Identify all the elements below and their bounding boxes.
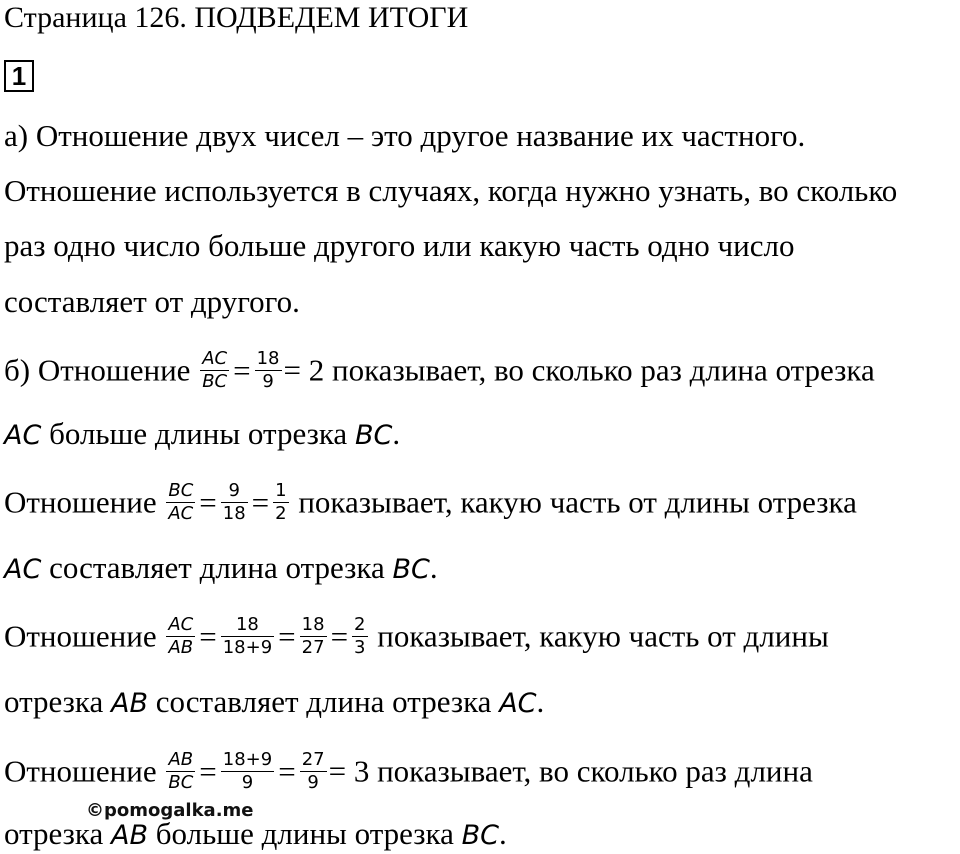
fraction-numerator: AB [168, 749, 194, 770]
fraction-numerator: BC [168, 480, 194, 501]
ratio-statement-3 [4, 614, 829, 662]
fraction-denominator: 27 [301, 637, 325, 658]
part-a-line-2: Отношение используется в случаях, когда нужно узнать, во сколько [4, 173, 898, 208]
statement-tail: показывает, какую часть от длины [369, 618, 829, 654]
fraction-ac-ab [166, 614, 195, 659]
equals-sign: = [199, 753, 217, 789]
fraction-numerator: 18 [256, 348, 280, 369]
fraction-2-3 [352, 614, 367, 659]
fraction-numerator: 27 [301, 749, 325, 770]
continued-text: отрезка [4, 816, 112, 851]
fraction-numerator: 9 [228, 480, 240, 501]
math-variable: AC [4, 420, 42, 451]
equals-sign: = [199, 484, 217, 520]
fraction-denominator: 9 [262, 371, 274, 392]
part-a-line-4: составляет от другого. [4, 284, 300, 319]
fraction-denominator: 2 [275, 503, 287, 524]
period: . [392, 416, 401, 451]
statement-prefix: Отношение [4, 484, 165, 520]
fraction-numerator: 1 [275, 480, 287, 501]
fraction-18-18plus9 [221, 614, 274, 659]
ratio-statement-4-continued [4, 816, 507, 854]
equals-sign: = [199, 618, 217, 654]
fraction-18-9 [255, 348, 282, 393]
fraction-numerator: 18 [235, 614, 259, 635]
fraction-18-27 [300, 614, 327, 659]
ratio-statement-1 [4, 348, 875, 396]
math-variable: BC [461, 820, 500, 851]
math-variable: AB [111, 688, 149, 719]
statement-prefix: Отношение [4, 618, 165, 654]
period: . [499, 816, 507, 851]
fraction-ab-bc [166, 749, 195, 794]
fraction-denominator: 18 [222, 503, 246, 524]
fraction-denominator: 18+9 [222, 637, 273, 658]
equals-sign: = [330, 618, 349, 654]
fraction-1-2 [273, 480, 288, 525]
ratio-statement-4 [4, 749, 813, 797]
continued-text: больше длины отрезка [41, 416, 355, 451]
statement-tail: показывает, какую часть от длины отрезка [290, 484, 857, 520]
continued-text: составляет длина отрезка [41, 550, 393, 585]
fraction-numerator: AC [168, 614, 194, 635]
fraction-9-18 [221, 480, 248, 525]
ratio-statement-2 [4, 480, 857, 528]
fraction-numerator: AC [202, 348, 228, 369]
fraction-denominator: AB [168, 637, 194, 658]
period: . [536, 684, 545, 719]
fraction-denominator: 9 [241, 772, 254, 793]
equals-sign: = [233, 352, 251, 388]
fraction-denominator: AC [168, 503, 194, 524]
continued-text: больше длины отрезка [148, 816, 462, 851]
math-variable: BC [392, 554, 430, 585]
equals-sign: = [251, 484, 270, 520]
fraction-denominator: 9 [307, 772, 319, 793]
fraction-numerator: 18 [301, 614, 325, 635]
ratio-statement-2-continued [4, 550, 438, 588]
statement-tail: = 2 показывает, во сколько раз длина отрезка [283, 352, 875, 388]
continued-text: составляет длина отрезка [148, 684, 500, 719]
math-variable: AB [111, 820, 149, 851]
fraction-27-9 [300, 749, 327, 794]
ratio-statement-3-continued [4, 684, 544, 722]
statement-prefix: б) Отношение [4, 352, 199, 388]
continued-text: отрезка [4, 684, 112, 719]
fraction-denominator: BC [168, 772, 194, 793]
ratio-statement-1-continued [4, 416, 400, 454]
page-title: Страница 126. ПОДВЕДЕМ ИТОГИ [4, 1, 469, 34]
fraction-numerator: 18+9 [222, 749, 273, 770]
equals-sign: = [278, 753, 296, 789]
fraction-18plus9-9 [221, 749, 274, 794]
period: . [429, 550, 438, 585]
math-variable: BC [354, 420, 393, 451]
part-a-line-1: а) Отношение двух чисел – это другое название их частного. [4, 118, 806, 153]
equals-sign: = [278, 618, 296, 654]
statement-tail: = 3 показывает, во сколько раз длина [328, 753, 813, 789]
part-a-line-3: раз одно число больше другого или какую часть одно число [4, 228, 795, 263]
task-number-box: 1 [4, 60, 34, 92]
statement-prefix: Отношение [4, 753, 165, 789]
watermark: ©pomogalka.me [86, 800, 254, 821]
math-variable: AC [499, 688, 537, 719]
math-variable: AC [4, 554, 42, 585]
fraction-denominator: 3 [354, 637, 366, 658]
fraction-numerator: 2 [354, 614, 366, 635]
fraction-ac-bc [200, 348, 229, 393]
fraction-bc-ac [166, 480, 195, 525]
fraction-denominator: BC [202, 371, 228, 392]
